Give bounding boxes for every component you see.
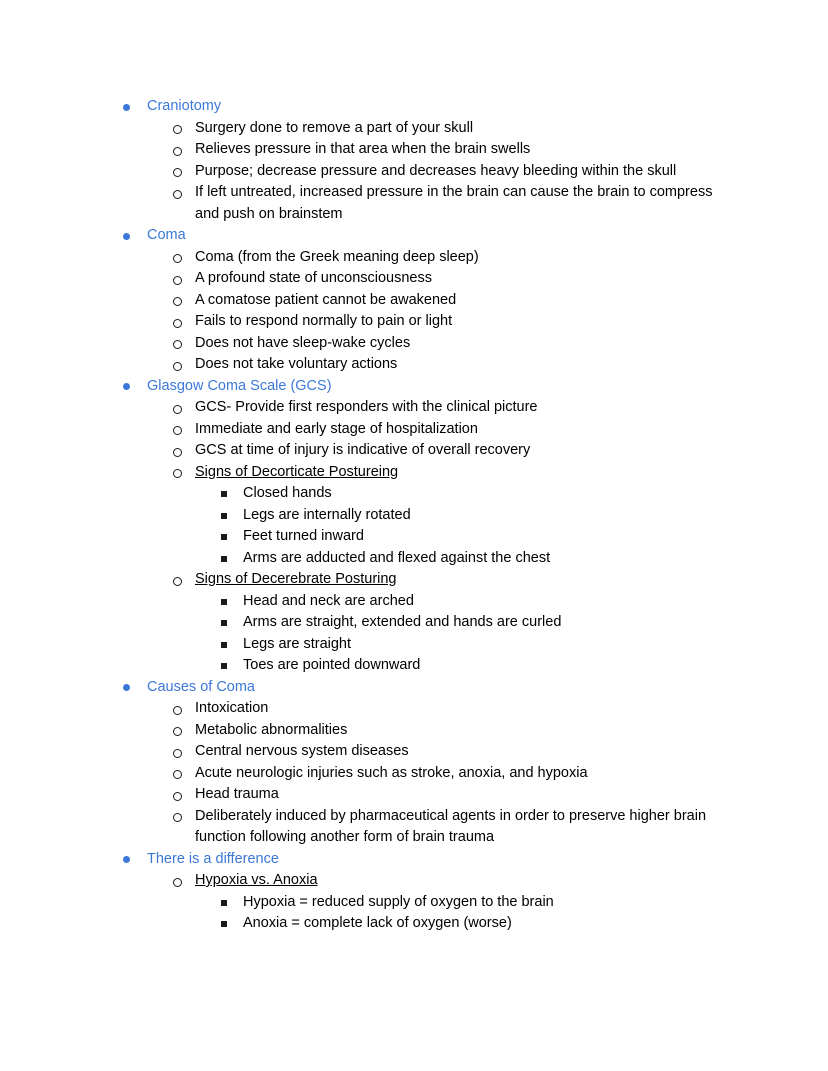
item-text: Signs of Decorticate Postureing [195,463,399,480]
item-text: Feet turned inward [243,528,364,544]
list-item [147,118,731,140]
list-item [195,548,731,570]
list-item [147,784,731,806]
section-heading-text: Glasgow Coma Scale (GCS) [147,377,332,394]
item-text: Arms are adducted and flexed against the chest [243,549,551,566]
item-text: Intoxication [195,700,269,716]
item-text: Relieves pressure in that area when the brain swells [195,141,531,157]
outline-list-level-2 [147,397,731,677]
item-text: Head and neck are arched [243,592,414,609]
item-text: A comatose patient cannot be awakened [195,291,457,308]
list-item [147,462,731,570]
list-item [195,913,731,935]
item-text: Head trauma [195,786,279,802]
item-text: Signs of Decerebrate Posturing [195,571,397,587]
list-item [147,720,731,742]
list-item [147,698,731,720]
list-item [195,505,731,527]
list-item [147,741,731,763]
list-item [147,268,731,290]
item-text: Legs are straight [243,635,352,652]
outline-root [99,96,731,935]
list-item [147,870,731,935]
item-text: Immediate and early stage of hospitalization [195,420,478,437]
item-text: Does not take voluntary actions [195,356,398,372]
item-text: Acute neurologic injuries such as stroke, anoxia, and hypoxia [195,764,588,781]
list-item [147,763,731,785]
list-item [147,397,731,419]
list-item [147,247,731,269]
outline-list-level-2 [147,118,731,226]
item-text: Deliberately induced by pharmaceutical agents in order to preserve higher brain function following another form of brain trauma [195,807,707,845]
outline-list-level-2 [147,870,731,935]
outline-list-level-2 [147,698,731,849]
section-heading-text: Coma [147,227,186,243]
item-text: Metabolic abnormalities [195,721,348,738]
item-text: Legs are internally rotated [243,506,411,523]
outline-list-level-2 [147,247,731,376]
list-item [147,290,731,312]
item-text: Arms are straight, extended and hands are curled [243,614,562,630]
list-item [147,333,731,355]
item-text: GCS- Provide first responders with the clinical picture [195,399,538,415]
item-text: Central nervous system diseases [195,743,409,759]
outline-list-level-1 [99,96,731,935]
item-text: Anoxia = complete lack of oxygen (worse) [243,915,512,931]
list-item [147,182,731,225]
list-item [195,892,731,914]
item-text: Closed hands [243,485,332,501]
outline-section [99,225,731,376]
list-item [147,139,731,161]
list-item [195,634,731,656]
list-item [147,569,731,677]
section-heading-text: Causes of Coma [147,678,255,695]
item-text: Purpose; decrease pressure and decreases heavy bleeding within the skull [195,162,677,179]
item-text: Coma (from the Greek meaning deep sleep) [195,248,479,265]
list-item [147,419,731,441]
list-item [147,311,731,333]
item-text: Toes are pointed downward [243,657,421,673]
list-item [195,655,731,677]
outline-section [99,376,731,677]
item-text: GCS at time of injury is indicative of overall recovery [195,442,531,458]
list-item [195,483,731,505]
outline-section [99,96,731,225]
item-text: A profound state of unconsciousness [195,270,432,286]
outline-list-level-3 [195,483,731,569]
list-item [147,440,731,462]
outline-list-level-3 [195,591,731,677]
outline-section [99,849,731,935]
list-item [195,591,731,613]
section-heading-text: There is a difference [147,850,279,867]
item-text: Hypoxia = reduced supply of oxygen to the brain [243,893,554,910]
section-heading-text: Craniotomy [147,98,222,114]
outline-section [99,677,731,849]
item-text: Surgery done to remove a part of your skull [195,119,474,136]
outline-list-level-3 [195,892,731,935]
item-text: Does not have sleep-wake cycles [195,334,411,351]
list-item [195,526,731,548]
item-text: If left untreated, increased pressure in the brain can cause the brain to compress and push on brainstem [195,184,713,222]
item-text: Fails to respond normally to pain or light [195,313,453,329]
list-item [195,612,731,634]
item-text: Hypoxia vs. Anoxia [195,872,318,888]
list-item [147,354,731,376]
list-item [147,806,731,849]
list-item [147,161,731,183]
